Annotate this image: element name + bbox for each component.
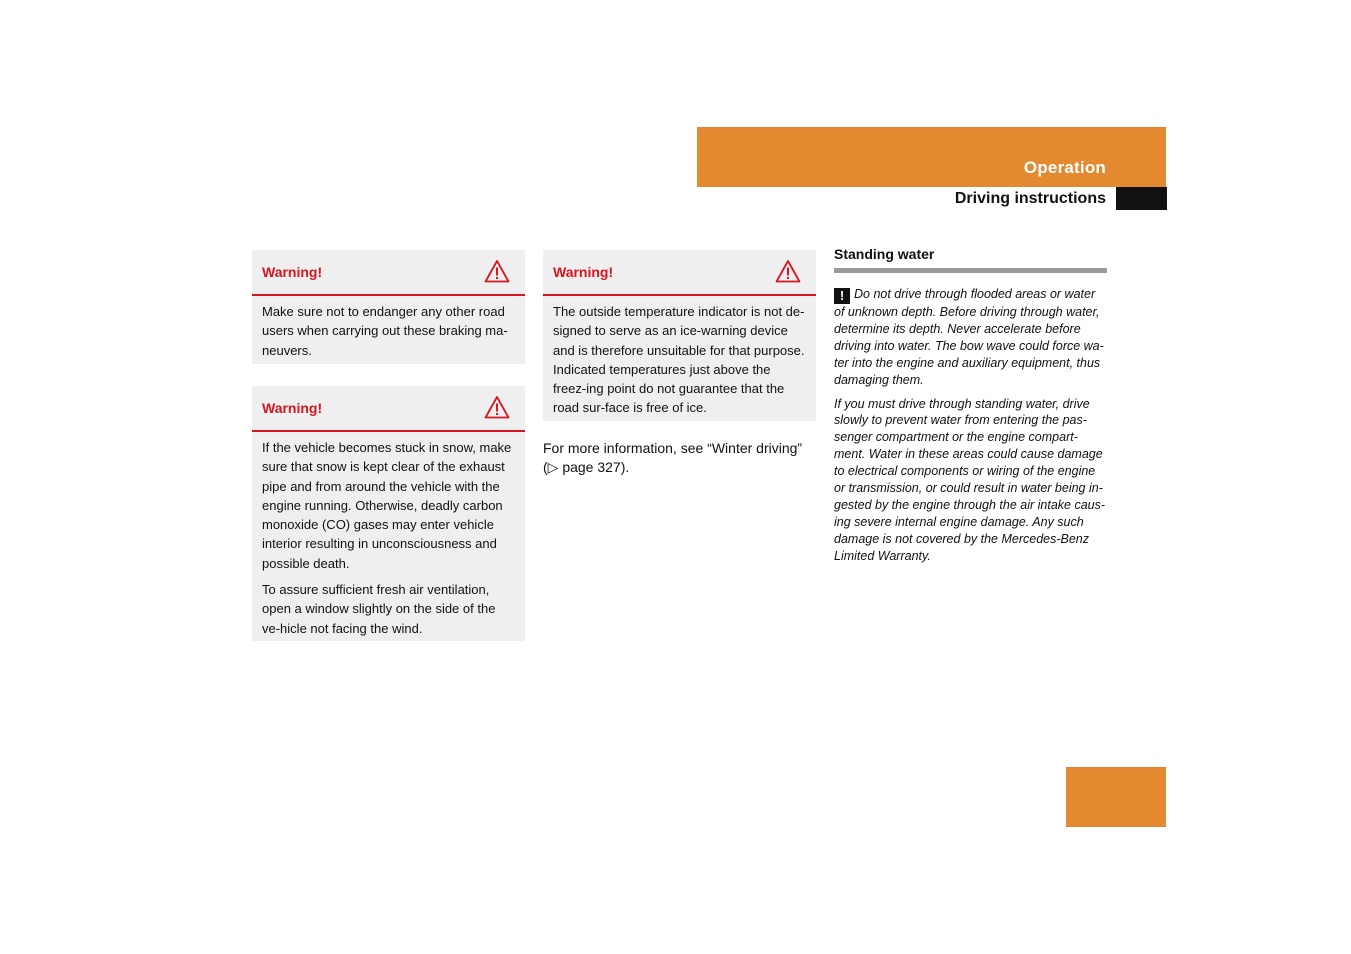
header-bar [697, 127, 1166, 187]
warning-box-snow [252, 386, 525, 641]
warning-triangle-icon [484, 259, 510, 283]
standing-water-heading: Standing water [834, 246, 1107, 273]
warning-title: Warning! [553, 264, 614, 280]
warning-paragraph: To assure sufficient fresh air ventilation, open a window slightly on the side of the ve-hicle not facing the wind. [262, 582, 496, 636]
warning-title: Warning! [262, 264, 323, 280]
more-info-text: For more information, see “Winter driving” (▷ page 327). [543, 440, 803, 476]
warning-header [252, 386, 525, 432]
section-title: Operation [1023, 158, 1106, 177]
standing-water-paragraph: If you must drive through standing water, drive slowly to prevent water from entering the pas-senger compartment or the engine compart-ment. Water in these areas could cause damage to electrical components or wiring of the engine or transmission, or could result in water being in-gested by the engine through the air intake caus-ing severe internal engine damage. Any such damage is not covered by the Mercedes-Benz Limited Warranty. [834, 396, 1106, 563]
warning-body [252, 296, 525, 368]
subsection-title: Driving instructions [954, 190, 1106, 207]
warning-header [252, 250, 525, 296]
warning-triangle-icon [484, 395, 510, 419]
standing-water-paragraph [834, 286, 1108, 389]
section-tab-marker [1116, 187, 1167, 210]
standing-water-body [834, 286, 1108, 572]
warning-triangle-icon [775, 259, 801, 283]
page-number-box [1066, 767, 1166, 827]
page-number: 279 [1263, 773, 1292, 792]
warning-paragraph: The outside temperature indicator is not de-signed to serve as an ice-warning device and is therefore unsuitable for that purpose. Indicated temperatures just above the freez-ing point do not guarantee that the road sur-face is free of ice. [553, 304, 805, 416]
warning-title: Warning! [262, 400, 323, 416]
warning-box-ice [543, 250, 816, 421]
warning-box-braking [252, 250, 525, 364]
warning-paragraph: Make sure not to endanger any other road users when carrying out these braking ma-neuvers. [262, 304, 508, 358]
warning-body [543, 296, 816, 426]
warning-body [252, 432, 525, 646]
warning-header [543, 250, 816, 296]
exclamation-icon: ! [834, 288, 850, 304]
standing-water-text: Do not drive through flooded areas or water of unknown depth. Before driving through water, determine its depth. Never accelerate before driving into water. The bow wave could force wa-ter into the engine and auxiliary equipment, thus damaging them. [834, 287, 1104, 387]
warning-paragraph: If the vehicle becomes stuck in snow, make sure that snow is kept clear of the exhaust pipe and from around the vehicle with the engine running. Otherwise, deadly carbon monoxide (CO) gases may enter vehicle interior resulting in unconsciousness and possible death. [262, 440, 512, 571]
